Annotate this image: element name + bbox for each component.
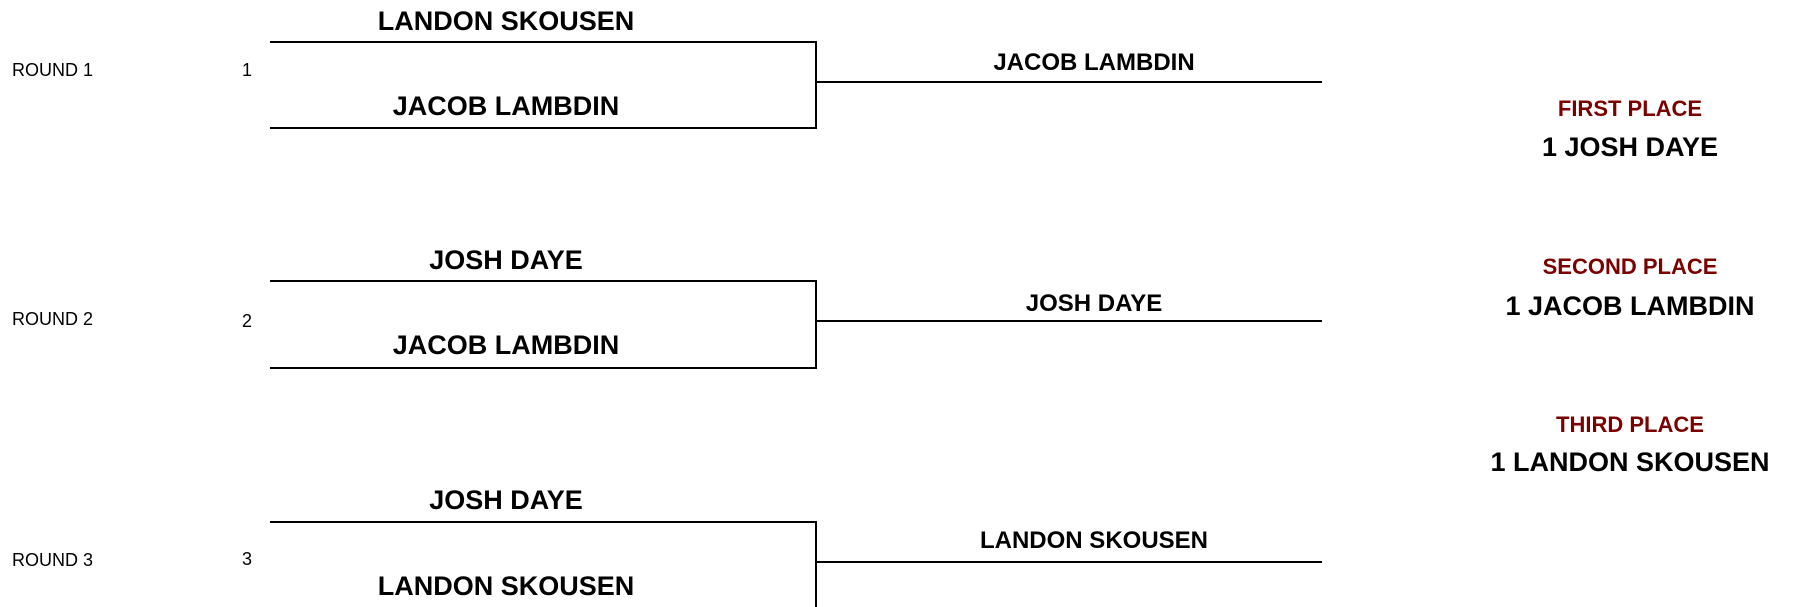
round-label: ROUND 2: [12, 309, 94, 329]
bottom-competitor: JACOB LAMBDIN: [392, 330, 620, 360]
match-number: 1: [242, 60, 253, 80]
third-place-name: 1 LANDON SKOUSEN: [1490, 447, 1770, 477]
bottom-competitor: JACOB LAMBDIN: [392, 91, 620, 121]
second-place-title: SECOND PLACE: [1542, 254, 1718, 279]
bracket-connector: [815, 521, 817, 607]
bottom-competitor: LANDON SKOUSEN: [377, 571, 635, 601]
top-competitor: LANDON SKOUSEN: [377, 6, 635, 36]
round-label: ROUND 3: [12, 550, 94, 570]
third-place-title: THIRD PLACE: [1556, 412, 1704, 437]
top-competitor: JOSH DAYE: [429, 485, 583, 515]
first-place-title: FIRST PLACE: [1557, 96, 1703, 121]
winner-line: [815, 561, 1322, 563]
match-number: 3: [242, 549, 253, 569]
winner-name: JOSH DAYE: [1025, 290, 1163, 317]
match-number: 2: [242, 311, 253, 331]
round-label: ROUND 1: [12, 60, 94, 80]
second-place-name: 1 JACOB LAMBDIN: [1505, 291, 1755, 321]
first-place-name: 1 JOSH DAYE: [1541, 132, 1719, 162]
top-competitor: JOSH DAYE: [429, 245, 583, 275]
winner-name: JACOB LAMBDIN: [993, 49, 1195, 76]
top-bracket-line: [270, 521, 817, 523]
winner-name: LANDON SKOUSEN: [979, 527, 1208, 554]
